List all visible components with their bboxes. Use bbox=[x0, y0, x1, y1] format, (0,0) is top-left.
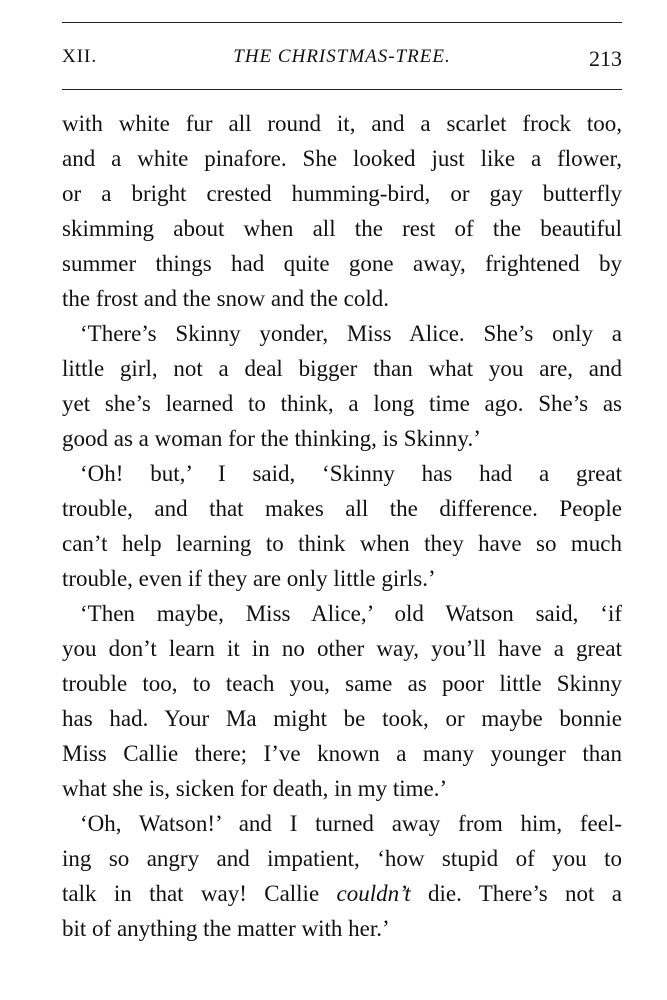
paragraph bbox=[62, 316, 622, 456]
text-line: ‘Then maybe, Miss Alice,’ old Watson said, ‘if bbox=[80, 601, 622, 626]
paragraph bbox=[62, 596, 622, 806]
text-line: trouble, even if they are only little girls.’ bbox=[62, 566, 436, 591]
text-line: you don’t learn it in no other way, you’ll have a great bbox=[62, 636, 622, 661]
text-line: with white fur all round it, and a scarlet frock too, bbox=[62, 111, 622, 136]
text-line: and a white pinafore. She looked just like a flower, bbox=[62, 146, 622, 171]
body-text bbox=[62, 106, 622, 946]
text-fragment: die. There’s not a bbox=[410, 881, 623, 906]
text-fragment: talk in that way! Callie bbox=[62, 881, 337, 906]
running-header bbox=[62, 46, 622, 74]
text-line: ing so angry and impatient, ‘how stupid of you to bbox=[62, 846, 622, 871]
text-line: little girl, not a deal bigger than what you are, and bbox=[62, 356, 622, 381]
text-line-with-emphasis bbox=[62, 876, 622, 911]
text-line: trouble too, to teach you, same as poor little Skinny bbox=[62, 671, 622, 696]
text-line: bit of anything the matter with her.’ bbox=[62, 916, 390, 941]
text-line: skimming about when all the rest of the beautiful bbox=[62, 216, 622, 241]
text-line: has had. Your Ma might be took, or maybe bonnie bbox=[62, 706, 622, 731]
text-line: Miss Callie there; I’ve known a many younger than bbox=[62, 741, 622, 766]
text-line: what she is, sicken for death, in my time.’ bbox=[62, 776, 448, 801]
text-line: the frost and the snow and the cold. bbox=[62, 286, 390, 311]
paragraph bbox=[62, 806, 622, 946]
text-line: trouble, and that makes all the difference. People bbox=[62, 496, 622, 521]
text-line: summer things had quite gone away, frightened by bbox=[62, 251, 622, 276]
text-line: ‘Oh, Watson!’ and I turned away from him, feel- bbox=[80, 811, 622, 836]
header-rule-top bbox=[62, 22, 622, 23]
text-line: or a bright crested humming-bird, or gay butterfly bbox=[62, 181, 622, 206]
text-line: ‘Oh! but,’ I said, ‘Skinny has had a great bbox=[80, 461, 622, 486]
text-line: good as a woman for the thinking, is Skinny.’ bbox=[62, 426, 481, 451]
text-line: ‘There’s Skinny yonder, Miss Alice. She’s only a bbox=[80, 321, 622, 346]
chapter-number: XII. bbox=[62, 46, 98, 67]
page-number: 213 bbox=[589, 46, 622, 71]
paragraph bbox=[62, 456, 622, 596]
emphasized-word: couldn’t bbox=[336, 881, 411, 906]
header-rule-bottom bbox=[62, 89, 622, 90]
text-line: can’t help learning to think when they have so much bbox=[62, 531, 622, 556]
paragraph bbox=[62, 106, 622, 316]
running-title: THE CHRISTMAS-TREE. bbox=[233, 46, 451, 67]
text-line: yet she’s learned to think, a long time ago. She’s as bbox=[62, 391, 622, 416]
